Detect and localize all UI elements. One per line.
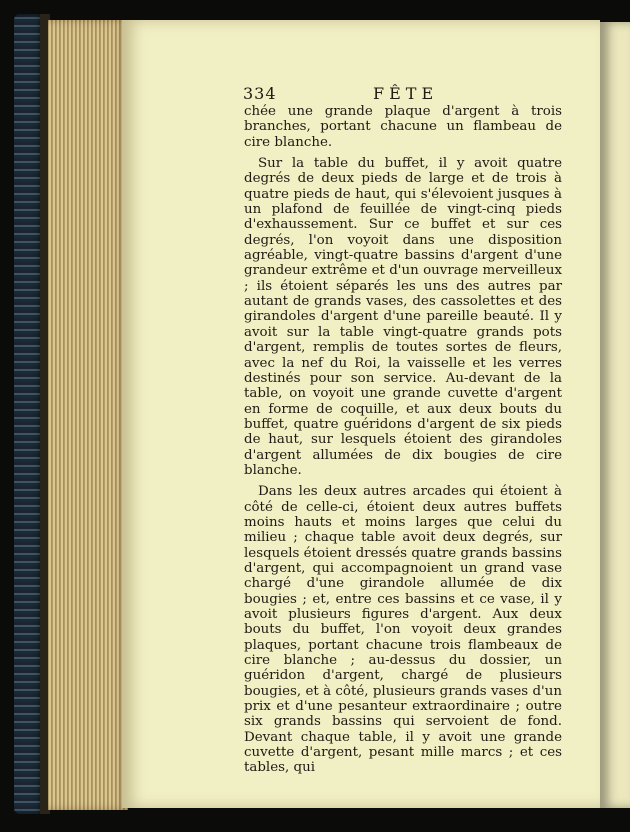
paragraph-continuation: chée une grande plaque d'argent à trois branches, portant chacune un flambeau de cire blanche.: [244, 104, 562, 150]
page-stack-edges: [48, 20, 128, 810]
paragraph-buffet-table: Sur la table du buffet, il y avoit quatre degrés de deux pieds de large et de trois à quatre pieds de haut, qui s'élevoient jusques à un plafond de feuillée de vingt-cinq pieds d'exhaussement. Sur ce buffet et sur ces degrés, l'on voyoit dans une disposition agréable, vingt-quatre bassins d'argent d'une grandeur extrême et d'un ouvrage merveilleux ; ils étoient séparés les uns des autres par autant de grands vases, des cassolettes et des girandoles d'argent d'une pareille beauté. Il y avoit sur la table vingt-quatre grands pots d'argent, remplis de toutes sortes de fleurs, avec la nef du Roi, la vaisselle et les verres destinés pour son service. Au-devant de la table, on voyoit une grande cuvette d'argent en forme de coquille, et aux deux bouts du buffet, quatre guéridons d'argent de six pieds de haut, sur lesquels étoient des girandoles d'argent allumées de dix bougies de cire blanche.: [244, 156, 562, 478]
running-header: [243, 84, 563, 104]
page-body-text: [244, 104, 562, 776]
facing-page-edge: [600, 22, 630, 808]
page-number: 334: [243, 84, 277, 103]
running-title: FÊTE: [373, 84, 439, 103]
paragraph-side-arcades: Dans les deux autres arcades qui étoient à côté de celle-ci, étoient deux autres buffets moins hauts et moins larges que celui du milieu ; chaque table avoit deux degrés, sur lesquels étoient dressés quatre grands bassins d'argent, qui accompagnoient un grand vase chargé d'une girandole allumée de dix bougies ; et, entre ces bassins et ce vase, il y avoit plusieurs figures d'argent. Aux deux bouts du buffet, l'on voyoit deux grandes plaques, portant chacune trois flambeaux de cire blanche ; au-dessus du dossier, un guéridon d'argent, chargé de plusieurs bougies, et à côté, plusieurs grands vases d'un prix et d'une pesanteur extraordinaire ; outre six grands bassins qui servoient de fond. Devant chaque table, il y avoit une grande cuvette d'argent, pesant mille marcs ; et ces tables, qui: [244, 484, 562, 776]
